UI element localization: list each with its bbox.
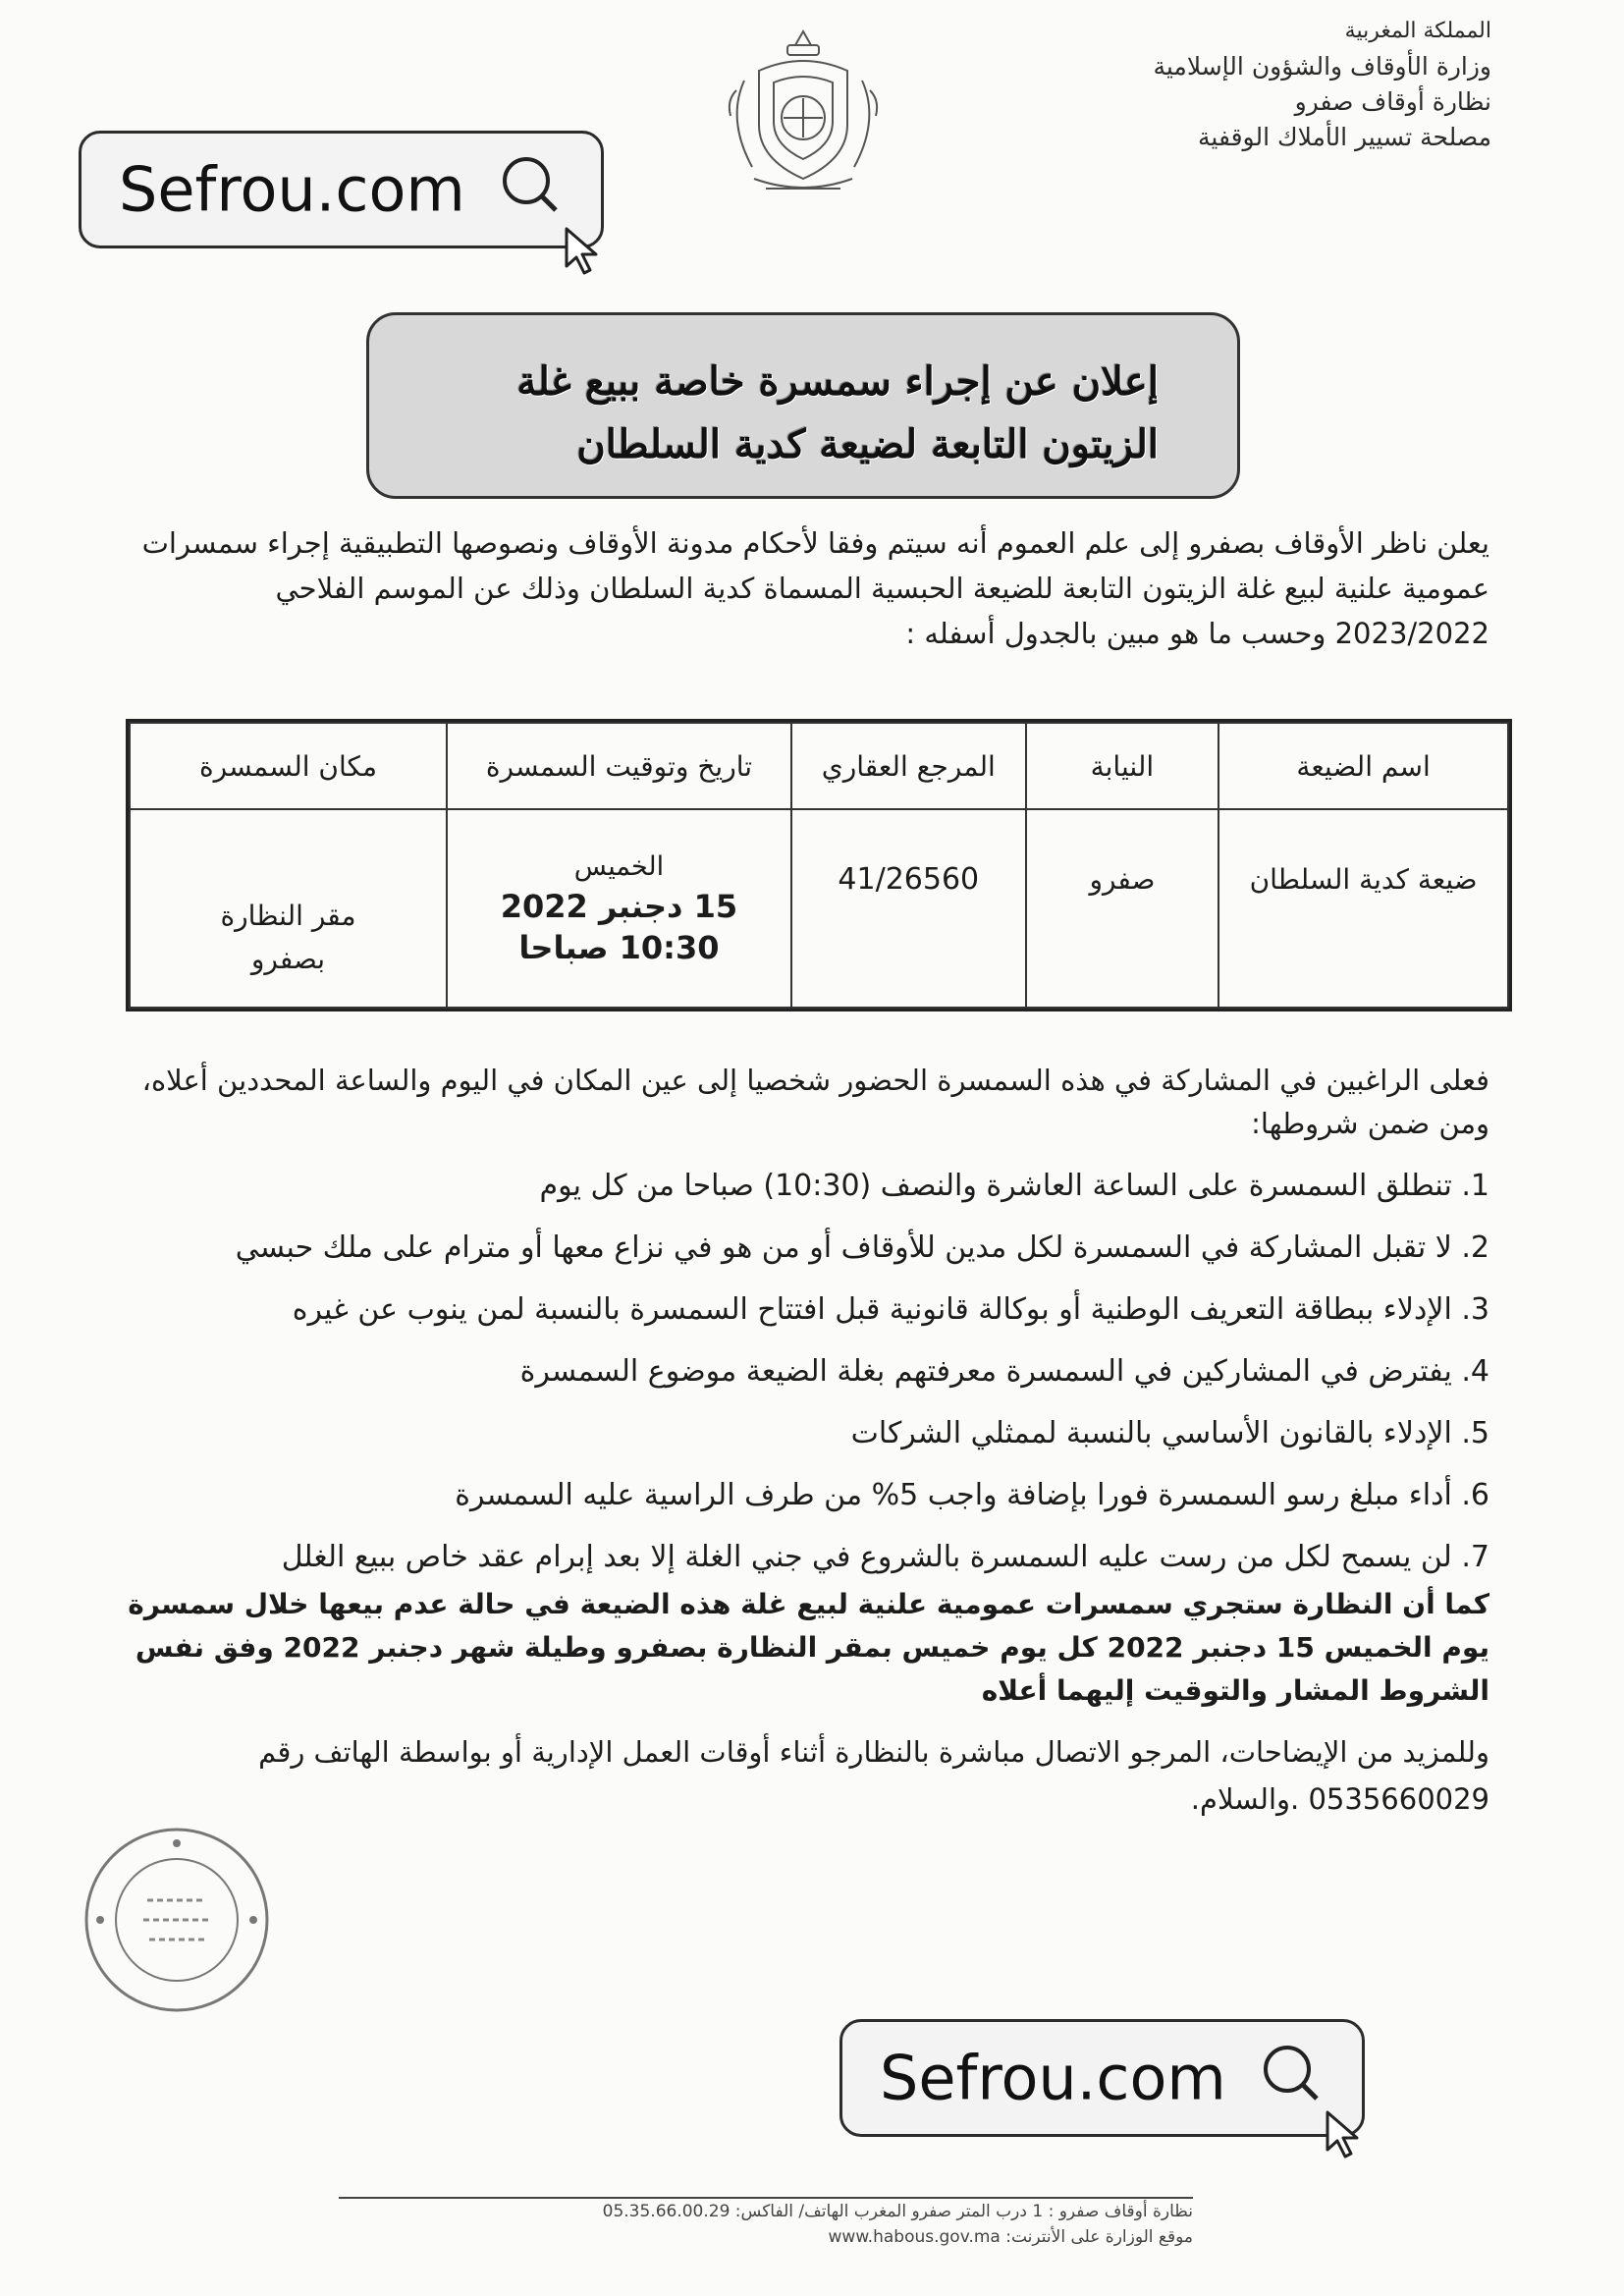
auction-day: الخميس bbox=[573, 851, 665, 882]
table-header-row bbox=[130, 723, 1508, 809]
list-item: 3. الإدلاء ببطاقة التعريف الوطنية أو بوكالة قانونية قبل افتتاح السمسرة بالنسبة لمن ينوب عن غيره bbox=[292, 1292, 1489, 1327]
intro-paragraph: يعلن ناظر الأوقاف بصفرو إلى علم العموم أنه سيتم وفقا لأحكام مدونة الأوقاف ونصوصها التطبيقية إجراء سمسرات عمومية علنية لبيع غلة الزيتون التابعة للضيعة الحبسية المسماة كدية السلطان وذلك عن الموسم الفلاحي 2023/2022 وحسب ما هو مبين بالجدول أسفله : bbox=[141, 526, 1489, 650]
list-item: 5. الإدلاء بالقانون الأساسي بالنسبة لممثلي الشركات bbox=[850, 1416, 1489, 1450]
place-line-1: مقر النظارة bbox=[220, 899, 356, 932]
footer-address: نظارة أوقاف صفرو : 1 درب المتر صفرو المغرب الهاتف/ الفاكس: 05.35.66.00.29 bbox=[602, 2202, 1193, 2221]
list-item: 7. لن يسمح لكل من رست عليه السمسرة بالشروع في جني الغلة إلا بعد إبرام عقد خاص ببيع الغلل bbox=[281, 1540, 1489, 1574]
magnifier-icon bbox=[1254, 2032, 1342, 2120]
contact-paragraph: وللمزيد من الإيضاحات، المرجو الاتصال مباشرة بالنظارة أثناء أوقات العمل الإدارية أو بواسطة الهاتف رقم 0535660029 .والسلام. bbox=[258, 1735, 1489, 1816]
list-item: 1. تنطلق السمسرة على الساعة العاشرة والنصف (10:30) صباحا من كل يوم bbox=[539, 1169, 1489, 1203]
announcement-title-box bbox=[366, 312, 1240, 499]
footer-divider bbox=[339, 2197, 1193, 2199]
cell-district: صفرو bbox=[1026, 809, 1219, 1008]
cursor-pointer-icon bbox=[563, 227, 602, 276]
conditions-list bbox=[76, 1167, 1489, 1577]
ministry-header bbox=[1079, 14, 1491, 155]
official-stamp bbox=[79, 1822, 275, 2018]
watermark-label: Sefrou.com bbox=[880, 2042, 1226, 2114]
cursor-pointer-icon bbox=[1324, 2110, 1363, 2159]
header-ministry: وزارة الأوقاف والشؤون الإسلامية bbox=[1153, 52, 1491, 81]
header-auction-place: مكان السمسرة bbox=[130, 723, 447, 809]
title-line-2: الزيتون التابعة لضيعة كدية السلطان bbox=[576, 421, 1159, 467]
cell-estate-name: ضيعة كدية السلطان bbox=[1218, 809, 1508, 1008]
watermark-label: Sefrou.com bbox=[119, 153, 465, 226]
watermark-search-bottom bbox=[839, 2019, 1365, 2137]
additional-auctions-paragraph: كما أن النظارة ستجري سمسرات عمومية علنية لبيع غلة هذه الضيعة في حالة عدم بيعها خلال سمسرة يوم الخميس 15 دجنبر 2022 كل يوم خميس بمقر النظارة بصفرو وطيلة شهر دجنبر 2022 وفق نفس الشروط المشار والتوقيت إليهما أعلاه bbox=[128, 1588, 1489, 1707]
list-item: 4. يفترض في المشاركين في السمسرة معرفتهم بغلة الضيعة موضوع السمسرة bbox=[519, 1354, 1489, 1389]
magnifier-icon bbox=[493, 143, 581, 232]
coat-of-arms-emblem bbox=[715, 22, 892, 198]
list-item: 2. لا تقبل المشاركة في السمسرة لكل مدين للأوقاف أو من هو في نزاع معها أو مترام على ملك حبسي bbox=[235, 1230, 1489, 1265]
header-land-reference: المرجع العقاري bbox=[791, 723, 1026, 809]
auction-date: 15 دجنبر 2022 bbox=[500, 888, 738, 925]
header-auction-datetime: تاريخ وتوقيت السمسرة bbox=[447, 723, 791, 809]
auction-time: 10:30 صباحا bbox=[518, 929, 720, 966]
list-item: 6. أداء مبلغ رسو السمسرة فورا بإضافة واجب 5% من طرف الراسية عليه السمسرة bbox=[455, 1478, 1489, 1512]
watermark-search-top bbox=[79, 131, 604, 248]
auction-table bbox=[126, 719, 1512, 1011]
header-district: النيابة bbox=[1026, 723, 1219, 809]
footer-website: موقع الوزارة على الأنترنت: www.habous.gov.ma bbox=[828, 2227, 1193, 2247]
title-line-1: إعلان عن إجراء سمسرة خاصة ببيع غلة bbox=[516, 358, 1159, 405]
header-estate-name: اسم الضيعة bbox=[1218, 723, 1508, 809]
header-service: مصلحة تسيير الأملاك الوقفية bbox=[1198, 123, 1491, 151]
cell-auction-datetime bbox=[447, 809, 791, 1008]
header-kingdom: المملكة المغربية bbox=[1344, 19, 1491, 43]
header-delegation: نظارة أوقاف صفرو bbox=[1294, 87, 1491, 116]
participation-paragraph: فعلى الراغبين في المشاركة في هذه السمسرة الحضور شخصيا إلى عين المكان في اليوم والساعة المحددين أعلاه، ومن ضمن شروطها: bbox=[141, 1064, 1489, 1140]
cell-auction-place bbox=[130, 809, 447, 1008]
place-line-2: بصفرو bbox=[250, 942, 326, 975]
table-row bbox=[130, 809, 1508, 1008]
cell-land-reference: 41/26560 bbox=[791, 809, 1026, 1008]
